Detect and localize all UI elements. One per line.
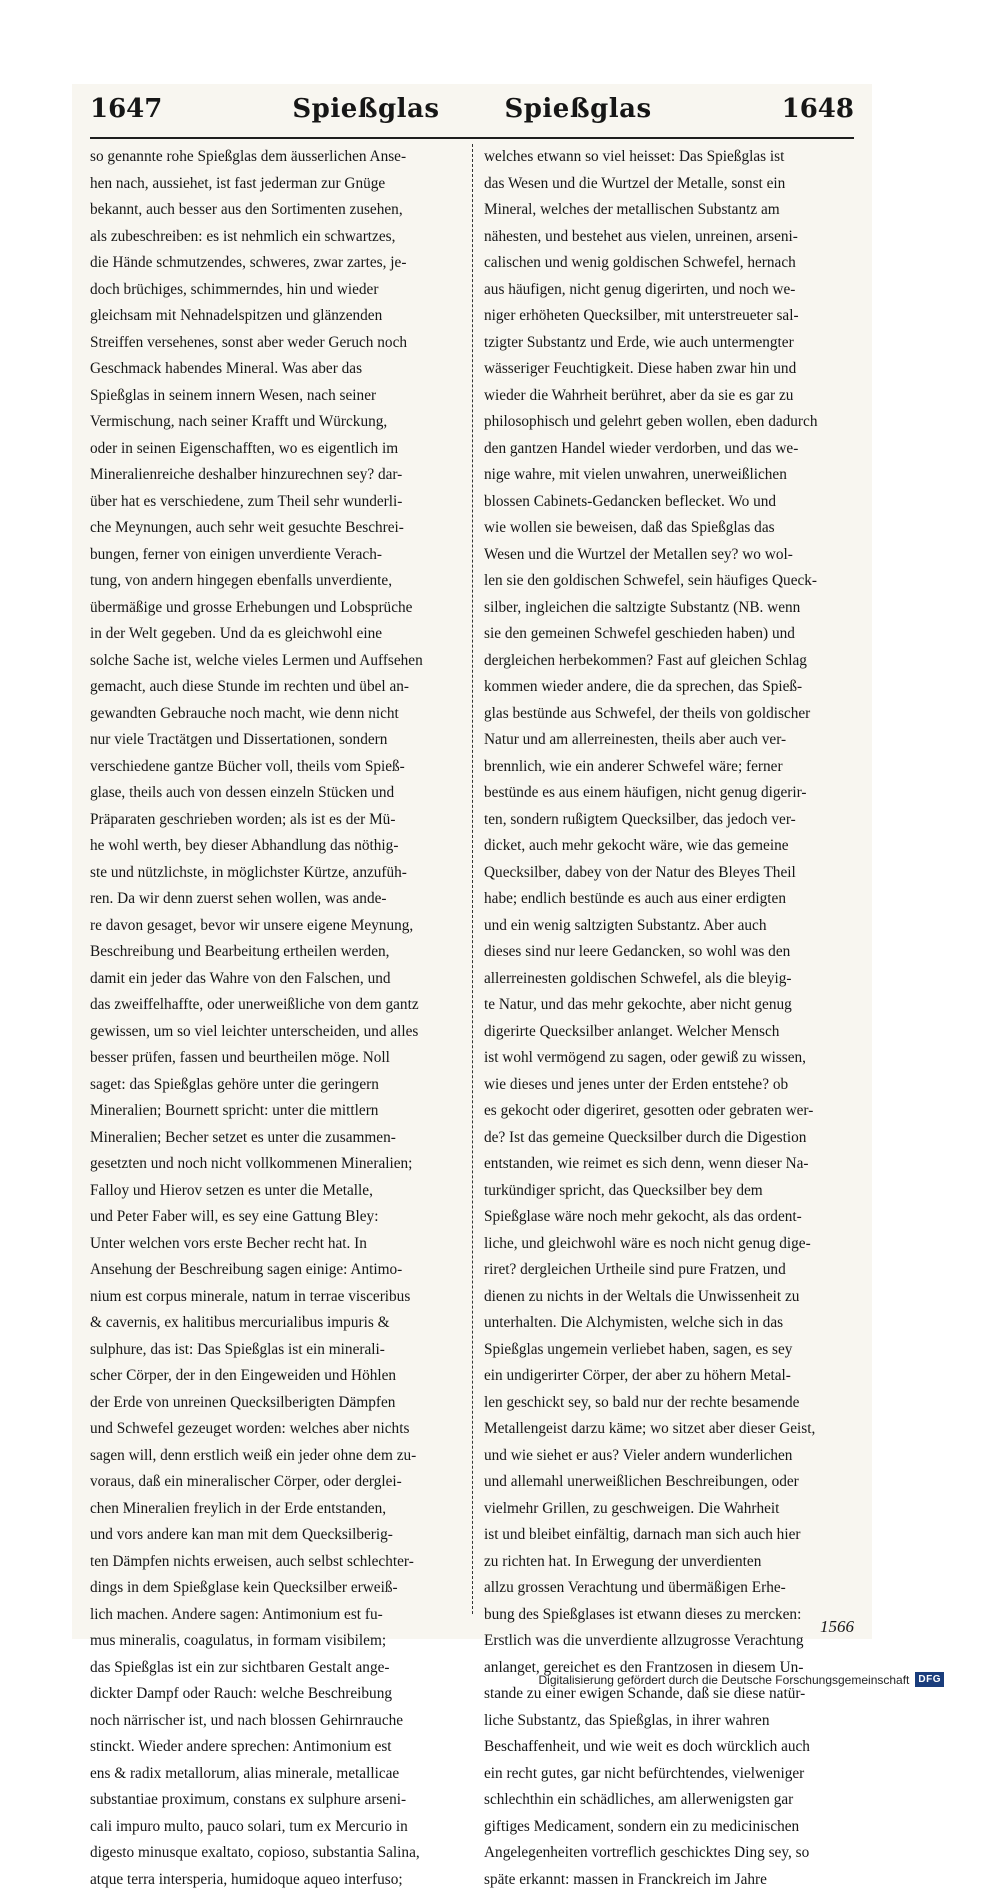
text-line: habe; endlich bestünde es auch aus einer erdigten: [484, 886, 854, 913]
text-line: giftiges Medicament, sondern ein zu medicinischen: [484, 1814, 854, 1841]
text-line: ste und nützlichste, in möglichster Kürtze, anzufüh-: [90, 860, 460, 887]
text-line: späte erkannt: massen in Franckreich im Jahre: [484, 1867, 854, 1893]
text-line: über hat es verschiedene, zum Theil sehr wunderli-: [90, 489, 460, 516]
text-line: sie den gemeinen Schwefel geschieden haben) und: [484, 621, 854, 648]
text-line: ist wohl vermögend zu sagen, oder gewiß zu wissen,: [484, 1045, 854, 1072]
text-line: und allemahl unerweißlichen Beschreibungen, oder: [484, 1469, 854, 1496]
text-line: silber, ingleichen die saltzigte Substantz (NB. wenn: [484, 595, 854, 622]
dfg-logo: DFG: [915, 1672, 944, 1687]
text-line: in der Welt gegeben. Und da es gleichwohl eine: [90, 621, 460, 648]
text-line: voraus, daß ein mineralischer Cörper, oder derglei-: [90, 1469, 460, 1496]
text-line: Ansehung der Beschreibung sagen einige: Antimo-: [90, 1257, 460, 1284]
text-line: vielmehr Grillen, zu geschweigen. Die Wahrheit: [484, 1496, 854, 1523]
left-text-column: [90, 144, 460, 1893]
text-line: Präparaten geschrieben worden; als ist es der Mü-: [90, 807, 460, 834]
left-running-title: Spießglas: [292, 94, 439, 124]
text-line: das Wesen und die Wurtzel der Metalle, sonst ein: [484, 171, 854, 198]
text-line: wie dieses und jenes unter der Erden entstehe? ob: [484, 1072, 854, 1099]
right-running-title: Spießglas: [504, 94, 651, 124]
text-line: anlanget, gereichet es den Frantzosen in diesem Un-: [484, 1655, 854, 1682]
text-line: ens & radix metallorum, alias minerale, metallicae: [90, 1761, 460, 1788]
text-line: dicket, auch mehr gekocht wäre, wie das gemeine: [484, 833, 854, 860]
text-line: dings in dem Spießglase kein Quecksilber erweiß-: [90, 1575, 460, 1602]
text-line: bekannt, auch besser aus den Sortimenten zusehen,: [90, 197, 460, 224]
text-line: niger erhöheten Quecksilber, mit unterstreueter sal-: [484, 303, 854, 330]
text-line: gewandten Gebrauche noch macht, wie denn nicht: [90, 701, 460, 728]
text-line: dickter Dampf oder Rauch: welche Beschreibung: [90, 1681, 460, 1708]
text-line: te Natur, und das mehr gekochte, aber nicht genug: [484, 992, 854, 1019]
right-page-number: 1648: [782, 94, 854, 124]
text-line: Beschaffenheit, und wie weit es doch würcklich auch: [484, 1734, 854, 1761]
text-line: die Hände schmutzendes, schweres, zwar zartes, je-: [90, 250, 460, 277]
text-line: das zweiffelhaffte, oder unerweißliche von dem gantz: [90, 992, 460, 1019]
text-line: allerreinesten goldischen Schwefel, als die bleyig-: [484, 966, 854, 993]
text-line: Vermischung, nach seiner Krafft und Würckung,: [90, 409, 460, 436]
column-divider: [472, 144, 473, 1614]
text-line: che Meynungen, auch sehr weit gesuchte Beschrei-: [90, 515, 460, 542]
text-line: nium est corpus minerale, natum in terrae visceribus: [90, 1284, 460, 1311]
text-line: re davon gesaget, bevor wir unsere eigene Meynung,: [90, 913, 460, 940]
text-line: entstanden, wie reimet es sich denn, wenn dieser Na-: [484, 1151, 854, 1178]
text-line: & cavernis, ex halitibus mercurialibus impuris &: [90, 1310, 460, 1337]
text-line: wie wollen sie beweisen, daß das Spießglas das: [484, 515, 854, 542]
text-line: kommen wieder andere, die da sprechen, das Spieß-: [484, 674, 854, 701]
text-line: saget: das Spießglas gehöre unter die geringern: [90, 1072, 460, 1099]
digitization-footer: [539, 1672, 944, 1687]
footer-credit-text: Digitalisierung gefördert durch die Deutsche Forschungsgemeinschaft: [539, 1673, 910, 1687]
text-line: welches etwann so viel heisset: Das Spießglas ist: [484, 144, 854, 171]
text-line: so genannte rohe Spießglas dem äusserlichen Anse-: [90, 144, 460, 171]
text-line: gewissen, um so viel leichter unterscheiden, und alles: [90, 1019, 460, 1046]
text-line: gemacht, auch diese Stunde im rechten und übel an-: [90, 674, 460, 701]
left-page-number: 1647: [90, 94, 162, 124]
text-line: tzigter Substantz und Erde, wie auch untermengter: [484, 330, 854, 357]
text-line: atque terra intersperia, humidoque aqueo interfuso;: [90, 1867, 460, 1893]
text-line: allzu grossen Verachtung und übermäßigen Erhe-: [484, 1575, 854, 1602]
text-line: schlechthin ein schädliches, am allerwenigsten gar: [484, 1787, 854, 1814]
text-line: substantiae proximum, constans ex sulphure arseni-: [90, 1787, 460, 1814]
text-line: wässeriger Feuchtigkeit. Diese haben zwar hin und: [484, 356, 854, 383]
book-page: [72, 84, 872, 1639]
text-line: Streiffen versehenes, sonst aber weder Geruch noch: [90, 330, 460, 357]
header-left: [90, 94, 440, 124]
header-rule: [90, 137, 854, 139]
text-line: sulphure, das ist: Das Spießglas ist ein minerali-: [90, 1337, 460, 1364]
text-line: unterhalten. Die Alchymisten, welche sich in das: [484, 1310, 854, 1337]
text-line: Mineralien; Becher setzet es unter die zusammen-: [90, 1125, 460, 1152]
text-line: bungen, ferner von einigen unverdiente Verach-: [90, 542, 460, 569]
text-line: ein recht gutes, gar nicht befürchtendes, vielweniger: [484, 1761, 854, 1788]
text-line: verschiedene gantze Bücher voll, theils vom Spieß-: [90, 754, 460, 781]
text-line: dieses sind nur leere Gedancken, so wohl was den: [484, 939, 854, 966]
page-header: [90, 94, 854, 138]
text-line: scher Cörper, der in den Eingeweiden und Höhlen: [90, 1363, 460, 1390]
text-line: stinckt. Wieder andere sprechen: Antimonium est: [90, 1734, 460, 1761]
text-line: nige wahre, mit vielen unwahren, unerweißlichen: [484, 462, 854, 489]
header-right: [504, 94, 854, 124]
text-line: turkündiger spricht, das Quecksilber bey dem: [484, 1178, 854, 1205]
text-line: ten Dämpfen nichts erweisen, auch selbst schlechter-: [90, 1549, 460, 1576]
text-line: sagen will, denn erstlich weiß ein jeder ohne dem zu-: [90, 1443, 460, 1470]
text-line: Mineralien; Bournett spricht: unter die mittlern: [90, 1098, 460, 1125]
text-line: gleichsam mit Nehnadelspitzen und glänzenden: [90, 303, 460, 330]
text-line: he wohl werth, bey dieser Abhandlung das nöthig-: [90, 833, 460, 860]
text-line: Falloy und Hierov setzen es unter die Metalle,: [90, 1178, 460, 1205]
text-line: Erstlich was die unverdiente allzugrosse Verachtung: [484, 1628, 854, 1655]
text-line: lich machen. Andere sagen: Antimonium est fu-: [90, 1602, 460, 1629]
text-line: nähesten, und bestehet aus vielen, unreinen, arseni-: [484, 224, 854, 251]
text-line: Angelegenheiten vortreflich geschicktes Ding sey, so: [484, 1840, 854, 1867]
text-line: oder in seinen Eigenschafften, wo es eigentlich im: [90, 436, 460, 463]
text-line: riret? dergleichen Urtheile sind pure Fratzen, und: [484, 1257, 854, 1284]
text-line: Spießglas ungemein verliebet haben, sagen, es sey: [484, 1337, 854, 1364]
text-line: brennlich, wie ein anderer Schwefel wäre; ferner: [484, 754, 854, 781]
text-line: der Erde von unreinen Quecksilberigten Dämpfen: [90, 1390, 460, 1417]
text-line: mus mineralis, coagulatus, in formam visibilem;: [90, 1628, 460, 1655]
text-line: digesto minusque exaltato, copioso, substantia Salina,: [90, 1840, 460, 1867]
text-line: len sie den goldischen Schwefel, sein häufiges Queck-: [484, 568, 854, 595]
text-line: solche Sache ist, welche vieles Lermen und Auffsehen: [90, 648, 460, 675]
text-line: doch brüchiges, schimmerndes, hin und wieder: [90, 277, 460, 304]
text-line: und vors andere kan man mit dem Quecksilberig-: [90, 1522, 460, 1549]
text-line: das Spießglas ist ein zur sichtbaren Gestalt ange-: [90, 1655, 460, 1682]
text-line: hen nach, aussiehet, ist fast jederman zur Gnüge: [90, 171, 460, 198]
text-line: und Schwefel gezeuget worden: welches aber nichts: [90, 1416, 460, 1443]
text-line: es gekocht oder digeriret, gesotten oder gebraten wer-: [484, 1098, 854, 1125]
text-line: philosophisch und gelehrt geben wollen, eben dadurch: [484, 409, 854, 436]
text-line: Spießglas in seinem innern Wesen, nach seiner: [90, 383, 460, 410]
text-line: Mineral, welches der metallischen Substantz am: [484, 197, 854, 224]
text-line: cali impuro multo, pauco solari, tum ex Mercurio in: [90, 1814, 460, 1841]
text-line: noch närrischer ist, und nach blossen Gehirnrauche: [90, 1708, 460, 1735]
text-line: den gantzen Handel wieder verdorben, und das we-: [484, 436, 854, 463]
text-line: len geschickt sey, so bald nur der rechte besamende: [484, 1390, 854, 1417]
text-line: zu richten hat. In Erwegung der unverdienten: [484, 1549, 854, 1576]
text-line: bestünde es aus einem häufigen, nicht genug digerir-: [484, 780, 854, 807]
text-line: und wie siehet er aus? Vieler andern wunderlichen: [484, 1443, 854, 1470]
text-line: stande zu einer ewigen Schande, daß sie diese natür-: [484, 1681, 854, 1708]
text-line: chen Mineralien freylich in der Erde entstanden,: [90, 1496, 460, 1523]
text-line: glas bestünde aus Schwefel, der theils von goldischer: [484, 701, 854, 728]
text-line: blossen Cabinets-Gedancken beflecket. Wo und: [484, 489, 854, 516]
text-line: Geschmack habendes Mineral. Was aber das: [90, 356, 460, 383]
text-line: ren. Da wir denn zuerst sehen wollen, was ande-: [90, 886, 460, 913]
right-text-column: [484, 144, 854, 1893]
text-line: Beschreibung und Bearbeitung ertheilen werden,: [90, 939, 460, 966]
text-line: Spießglase wäre noch mehr gekocht, als das ordent-: [484, 1204, 854, 1231]
text-line: besser prüfen, fassen und beurtheilen möge. Noll: [90, 1045, 460, 1072]
text-line: aus häufigen, nicht genug digerirten, und noch we-: [484, 277, 854, 304]
text-line: tung, von andern hingegen ebenfalls unverdiente,: [90, 568, 460, 595]
text-line: Quecksilber, dabey von der Natur des Bleyes Theil: [484, 860, 854, 887]
text-line: Natur und am allerreinesten, theils aber auch ver-: [484, 727, 854, 754]
text-line: als zubeschreiben: es ist nehmlich ein schwartzes,: [90, 224, 460, 251]
text-line: ist und bleibet einfältig, darnach man sich auch hier: [484, 1522, 854, 1549]
text-line: Unter welchen vors erste Becher recht hat. In: [90, 1231, 460, 1258]
text-line: dienen zu nichts in der Weltals die Unwissenheit zu: [484, 1284, 854, 1311]
text-line: calischen und wenig goldischen Schwefel, hernach: [484, 250, 854, 277]
text-line: ein undigerirter Cörper, der aber zu höhern Metal-: [484, 1363, 854, 1390]
text-line: nur viele Tractätgen und Dissertationen, sondern: [90, 727, 460, 754]
text-line: Metallengeist darzu käme; wo sitzet aber dieser Geist,: [484, 1416, 854, 1443]
text-line: Mineralienreiche deshalber hinzurechnen sey? dar-: [90, 462, 460, 489]
text-line: bung des Spießglases ist etwann dieses zu mercken:: [484, 1602, 854, 1629]
text-line: de? Ist das gemeine Quecksilber durch die Digestion: [484, 1125, 854, 1152]
catchword: 1566: [820, 1617, 854, 1637]
text-line: übermäßige und grosse Erhebungen und Lobsprüche: [90, 595, 460, 622]
text-line: damit ein jeder das Wahre von den Falschen, und: [90, 966, 460, 993]
text-line: ten, sondern rußigtem Quecksilber, das jedoch ver-: [484, 807, 854, 834]
text-line: wieder die Wahrheit berühret, aber da sie es gar zu: [484, 383, 854, 410]
text-line: liche Substantz, das Spießglas, in ihrer wahren: [484, 1708, 854, 1735]
text-line: und ein wenig saltzigten Substantz. Aber auch: [484, 913, 854, 940]
text-line: gesetzten und noch nicht vollkommenen Mineralien;: [90, 1151, 460, 1178]
text-line: glase, theils auch von dessen einzeln Stücken und: [90, 780, 460, 807]
text-line: liche, und gleichwohl wäre es noch nicht genug dige-: [484, 1231, 854, 1258]
text-line: und Peter Faber will, es sey eine Gattung Bley:: [90, 1204, 460, 1231]
text-line: Wesen und die Wurtzel der Metallen sey? wo wol-: [484, 542, 854, 569]
text-line: digerirte Quecksilber anlanget. Welcher Mensch: [484, 1019, 854, 1046]
text-line: dergleichen herbekommen? Fast auf gleichen Schlag: [484, 648, 854, 675]
